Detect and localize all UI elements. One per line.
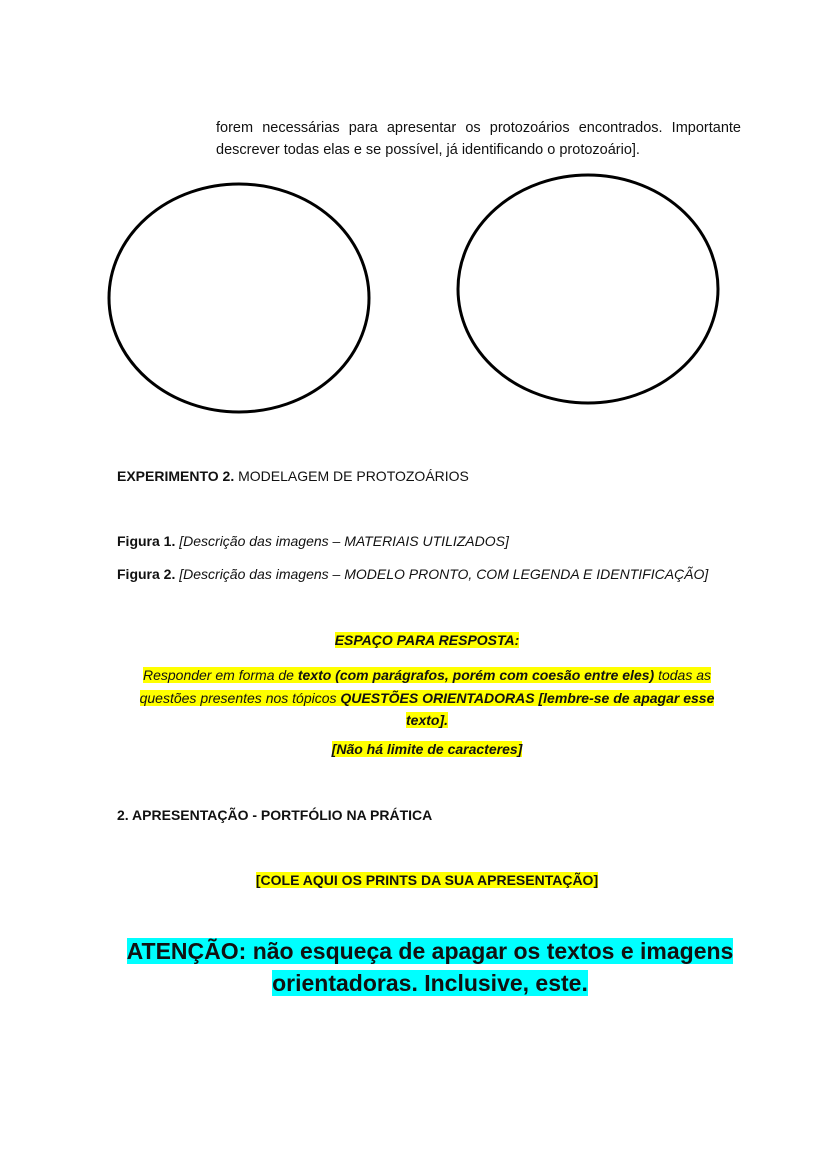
figure-1-caption [117,533,509,549]
figure-2-text: [Descrição das imagens – MODELO PRONTO, COM LEGENDA E IDENTIFICAÇÃO] [175,566,709,582]
attention-warning [100,935,760,999]
figure-2-caption [117,566,708,582]
presentation-heading: 2. APRESENTAÇÃO - PORTFÓLIO NA PRÁTICA [117,807,433,823]
experiment-heading [117,468,469,484]
character-limit-text: [Não há limite de caracteres] [331,741,523,757]
figure-2-label: Figura 2. [117,566,176,582]
microscope-circle-right [458,175,718,403]
attention-line-1: ATENÇÃO: não esqueça de apagar os textos e imagens [126,938,734,964]
figure-1-label: Figura 1. [117,533,176,549]
experiment-title: MODELAGEM DE PROTOZOÁRIOS [234,468,469,484]
answer-text-part2: todas as questões presentes nos tópicos [139,667,712,706]
answer-text-bold2: QUESTÕES ORIENTADORAS [lembre-se de apagar esse texto]. [340,689,715,728]
answer-instructions [117,664,737,732]
microscope-circle-left [109,184,369,412]
paste-prints-text: [COLE AQUI OS PRINTS DA SUA APRESENTAÇÃO] [255,872,599,888]
intro-paragraph [216,117,741,161]
experiment-label: EXPERIMENTO 2. [117,468,235,484]
attention-line-2: orientadoras. Inclusive, este. [272,970,588,996]
answer-instructions-text [140,667,715,728]
answer-text-bold1: texto (com parágrafos, porém com coesão entre eles) [297,667,655,683]
answer-space-title [117,632,737,648]
paste-prints-placeholder [117,872,737,888]
microscope-circles [0,0,820,440]
character-limit-note [117,741,737,757]
answer-title-text: ESPAÇO PARA RESPOSTA: [334,632,520,648]
answer-text-part1: Responder em forma de [142,667,298,683]
figure-1-text: [Descrição das imagens – MATERIAIS UTILIZADOS] [175,533,509,549]
intro-text: forem necessárias para apresentar os protozoários encontrados. Importante descrever todas elas e se possível, já identificando o protozoário]. [216,120,741,158]
